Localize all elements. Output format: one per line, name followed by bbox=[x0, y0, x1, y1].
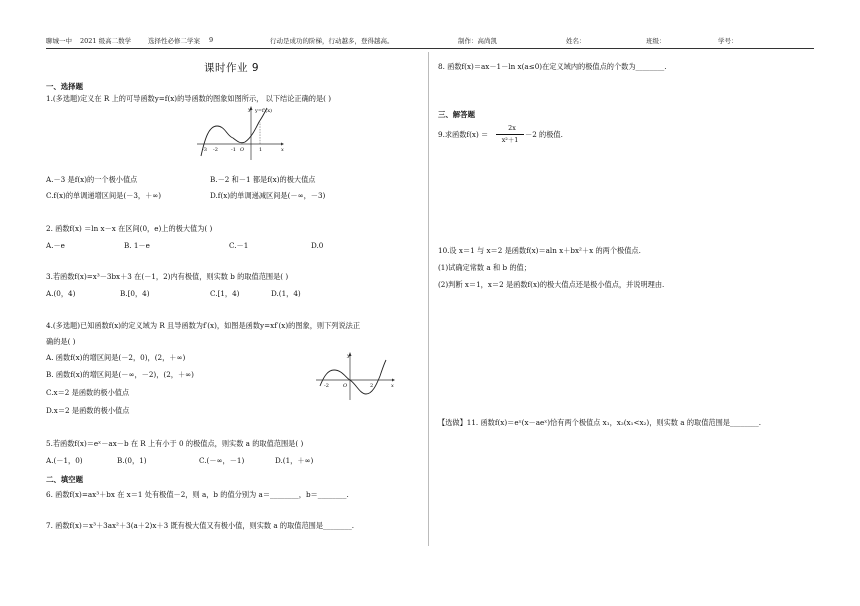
q1-stem: 1.(多选题)定义在 R 上的可导函数y=f(x)的导函数的图象如图所示， 以下结论正确的是( ) bbox=[46, 94, 332, 103]
section-fill: 二、填空题 bbox=[46, 475, 83, 484]
header-grade: 2021 级高二数学 bbox=[80, 37, 132, 45]
header-name-label: 姓名： bbox=[566, 37, 586, 45]
q2-option-d: D.0 bbox=[311, 241, 324, 250]
q8-stem: 8. 函数f(x)＝ax－1－ln x(a≤0)在定义域内的极值点的个数为________. bbox=[438, 62, 667, 71]
q10-stem: 10.设 x＝1 与 x＝2 是函数f(x)＝aln x＋bx²＋x 的两个极值点. bbox=[438, 246, 641, 255]
q10-part2: (2)判断 x＝1，x＝2 是函数f(x)的极大值点还是极小值点，并说明理由. bbox=[438, 280, 665, 289]
q9-prefix: 9.求函数f(x) ＝ bbox=[438, 130, 489, 139]
header-author: 制作：高尚凯 bbox=[458, 37, 497, 45]
q1-x-arrow bbox=[281, 143, 284, 146]
page-header bbox=[46, 36, 814, 49]
q4-option-a: A. 函数f(x)的增区间是(－2，0)，(2，＋∞) bbox=[46, 353, 186, 362]
q4-curve bbox=[320, 360, 386, 394]
section-answer: 三、解答题 bbox=[438, 110, 475, 119]
header-course: 选择性必修二学案 bbox=[148, 37, 200, 45]
q9-fraction-bar bbox=[496, 134, 524, 135]
q3-option-a: A.(0，4) bbox=[46, 289, 76, 298]
q1-option-d: D.f(x)的单调递减区间是(－∞，－3) bbox=[210, 191, 326, 200]
q3-option-b: B.[0，4) bbox=[120, 289, 150, 298]
q5-stem: 5.若函数f(x)＝eˣ－ax－b 在 R 上有小于 0 的极值点，则实数 a 的取值范围是( ) bbox=[46, 439, 304, 448]
q5-option-c: C.(－∞，－1) bbox=[199, 456, 245, 465]
q2-option-c: C.－1 bbox=[229, 241, 249, 250]
q2-option-a: A.－e bbox=[46, 241, 65, 250]
q1-y-label: y bbox=[248, 107, 251, 113]
q11-stem: 【选做】11. 函数f(x)＝eˣ(x－aeˣ)恰有两个极值点 x₁，x₂(x₁<x₂)，则实数 a 的取值范围是________. bbox=[438, 418, 762, 427]
header-motto: 行动是成功的阶梯，行动越多，登得越高。 bbox=[270, 37, 394, 45]
q1-tick-origin: O bbox=[240, 147, 245, 153]
q1-tick-m3: -3 bbox=[202, 147, 207, 153]
q4-x-label: x bbox=[391, 383, 394, 389]
q3-option-c: C.[1，4) bbox=[210, 289, 240, 298]
q4-stem-line2: 确的是( ) bbox=[46, 337, 76, 346]
q1-func-label: y=f'(x) bbox=[255, 108, 272, 114]
q9-suffix: －2 的极值. bbox=[525, 130, 563, 139]
q3-option-d: D.(1，4) bbox=[271, 289, 301, 298]
section-choice: 一、选择题 bbox=[46, 82, 83, 91]
q1-option-c: C.f(x)的单调递增区间是(－3，＋∞) bbox=[46, 191, 162, 200]
q1-option-a: A.－3 是f(x)的一个极小值点 bbox=[46, 175, 138, 184]
header-school: 聊城一中 bbox=[46, 37, 72, 45]
q4-xfprime-graph bbox=[314, 350, 396, 402]
q5-option-b: B.(0，1) bbox=[117, 456, 147, 465]
q4-option-c: C.x＝2 是函数的极小值点 bbox=[46, 388, 130, 397]
q5-option-a: A.(－1，0) bbox=[46, 456, 83, 465]
header-class-label: 班级： bbox=[646, 37, 666, 45]
q4-option-b: B. 函数f(x)的增区间是(－∞，－2)，(2，＋∞) bbox=[46, 370, 194, 379]
column-divider bbox=[428, 52, 429, 546]
q4-x-arrow bbox=[392, 379, 395, 382]
q6-stem: 6. 函数f(x)=ax³＋bx 在 x＝1 处有极值－2，则 a，b 的值分别为 a＝________，b＝________. bbox=[46, 490, 349, 499]
q4-tick-origin: O bbox=[343, 383, 348, 389]
q1-tick-1: 1 bbox=[259, 147, 263, 153]
q10-part1: (1)试确定常数 a 和 b 的值； bbox=[438, 263, 531, 272]
q4-y-label: y bbox=[347, 353, 350, 359]
q4-tick-2: 2 bbox=[370, 383, 374, 389]
q4-tick-m2: -2 bbox=[324, 383, 329, 389]
q1-x-label: x bbox=[281, 147, 284, 153]
q2-stem: 2. 函数f(x) ＝ln x－x 在区间(0，e)上的极大值为( ) bbox=[46, 224, 213, 233]
page-title: 课时作业 9 bbox=[204, 62, 260, 74]
header-number: 9 bbox=[209, 36, 214, 44]
q4-stem-line1: 4.(多选题)已知函数f(x)的定义域为 R 且导函数为f′(x)，如图是函数y=xf′(x)的图象，则下列说法正 bbox=[46, 321, 361, 330]
q2-option-b: B. 1－e bbox=[124, 241, 150, 250]
q1-tick-m2: -2 bbox=[213, 147, 218, 153]
q4-option-d: D.x＝2 是函数的极小值点 bbox=[46, 406, 130, 415]
q7-stem: 7. 函数f(x)＝x³＋3ax²＋3(a＋2)x＋3 既有极大值又有极小值，则实数 a 的取值范围是________. bbox=[46, 521, 355, 530]
q3-stem: 3.若函数f(x)=x³－3bx＋3 在(－1，2)内有极值，则实数 b 的取值范围是( ) bbox=[46, 272, 289, 281]
q1-derivative-graph bbox=[193, 104, 285, 162]
header-id-label: 学号： bbox=[718, 37, 738, 45]
q9-numerator: 2x bbox=[508, 124, 516, 132]
q9-denominator: x²＋1 bbox=[501, 136, 519, 144]
q5-option-d: D.(1，＋∞) bbox=[275, 456, 314, 465]
q1-option-b: B.－2 和－1 都是f(x)的极大值点 bbox=[210, 175, 316, 184]
q1-tick-m1: -1 bbox=[231, 147, 236, 153]
